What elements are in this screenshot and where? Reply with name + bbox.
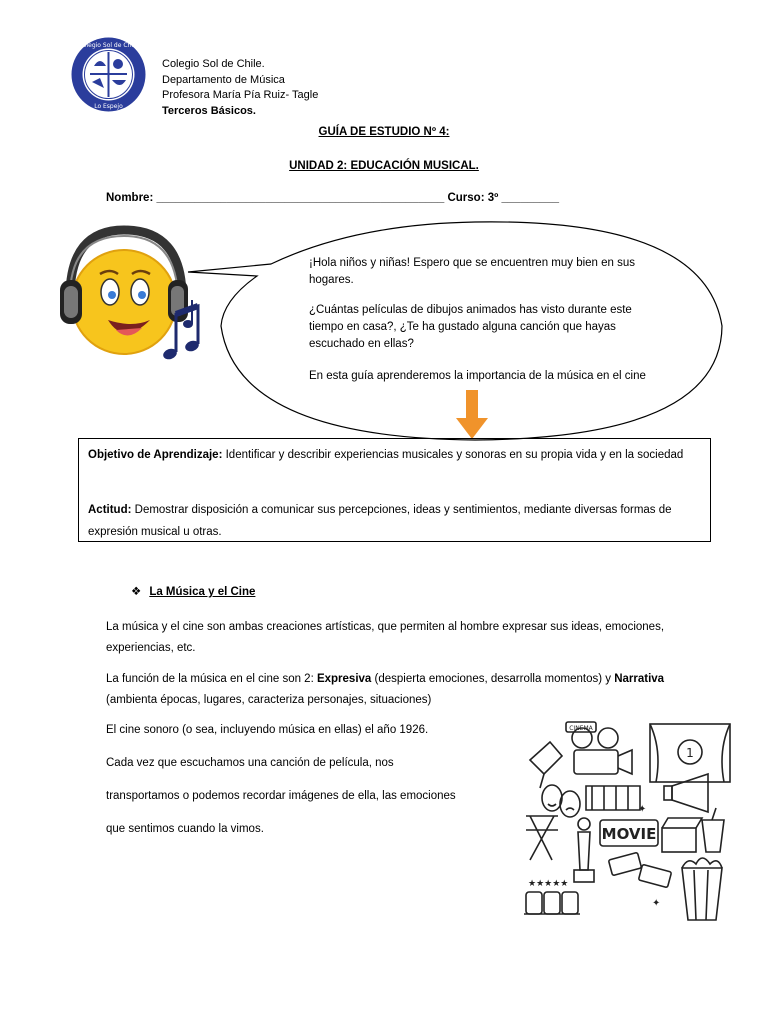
p2-part-e: (ambienta épocas, lugares, caracteriza personajes, situaciones) — [106, 694, 432, 706]
logo-text-top: Colegio Sol de Chile — [78, 42, 139, 49]
department: Departamento de Música — [162, 73, 285, 86]
school-name: Colegio Sol de Chile. — [162, 58, 265, 70]
guide-title: GUÍA DE ESTUDIO Nº 4: — [318, 126, 450, 138]
section-heading — [131, 584, 255, 598]
down-arrow-icon — [455, 390, 489, 440]
p2-narrativa: Narrativa — [614, 673, 665, 685]
line-2: Cada vez que escuchamos una canción de película, nos — [106, 757, 394, 769]
section-title: La Música y el Cine — [149, 586, 256, 598]
paragraph-2 — [106, 669, 686, 711]
p2-part-a: La función de la música en el cine son 2: — [106, 673, 317, 685]
movie-sign-text: MOVIE — [601, 825, 657, 843]
school-logo — [70, 36, 147, 113]
teacher: Profesora María Pía Ruiz- Tagle — [162, 89, 319, 101]
objective-box — [78, 438, 711, 542]
objective-paragraph — [88, 444, 698, 466]
objective-text: Identificar y describir experiencias musicales y sonoras en su propia vida y en la sociedad — [222, 449, 684, 461]
grade-level: Terceros Básicos. — [162, 104, 256, 117]
bullet-icon: ❖ — [131, 586, 142, 598]
attitude-label: Actitud: — [88, 504, 132, 516]
attitude-text: Demostrar disposición a comunicar sus percepciones, ideas y sentimientos, mediante diversas formas de expresión musical u otras. — [88, 504, 672, 538]
logo-text-bottom: Lo Espejo — [94, 103, 123, 110]
svg-text:✦: ✦ — [638, 804, 647, 815]
unit-title: UNIDAD 2: EDUCACIÓN MUSICAL. — [289, 160, 479, 172]
svg-text:★★★★★: ★★★★★ — [528, 879, 569, 889]
cinema-doodle-illustration — [522, 720, 734, 924]
bubble-paragraph-2: ¿Cuántas películas de dibujos animados has visto durante este tiempo en casa?, ¿Te ha gustado alguna canción que hayas escuchado en ellas? — [309, 304, 632, 350]
line-1: El cine sonoro (o sea, incluyendo música en ellas) el año 1926. — [106, 724, 429, 736]
marquee-text: CINEMA — [569, 725, 593, 732]
svg-text:✦: ✦ — [652, 898, 661, 909]
name-course-line: Nombre: _____________________________________________ Curso: 3º _________ — [106, 192, 560, 204]
attitude-paragraph — [88, 499, 698, 543]
line-3: transportamos o podemos recordar imágenes de ella, las emociones — [106, 790, 456, 802]
bubble-paragraph-1: ¡Hola niños y niñas! Espero que se encuentren muy bien en sus hogares. — [309, 257, 636, 286]
header-block — [162, 57, 318, 119]
p2-expresiva: Expresiva — [316, 673, 372, 685]
bubble-paragraph-3: En esta guía aprenderemos la importancia de la música en el cine — [309, 370, 646, 382]
line-4: que sentimos cuando la vimos. — [106, 823, 264, 835]
p2-part-c: (despierta emociones, desarrolla momentos) y — [371, 673, 615, 685]
paragraph-1: La música y el cine son ambas creaciones artísticas, que permiten al hombre expresar sus ideas, emociones, experiencias, etc. — [106, 621, 665, 654]
svg-text:1: 1 — [686, 746, 694, 760]
objective-label: Objetivo de Aprendizaje: — [88, 449, 223, 461]
